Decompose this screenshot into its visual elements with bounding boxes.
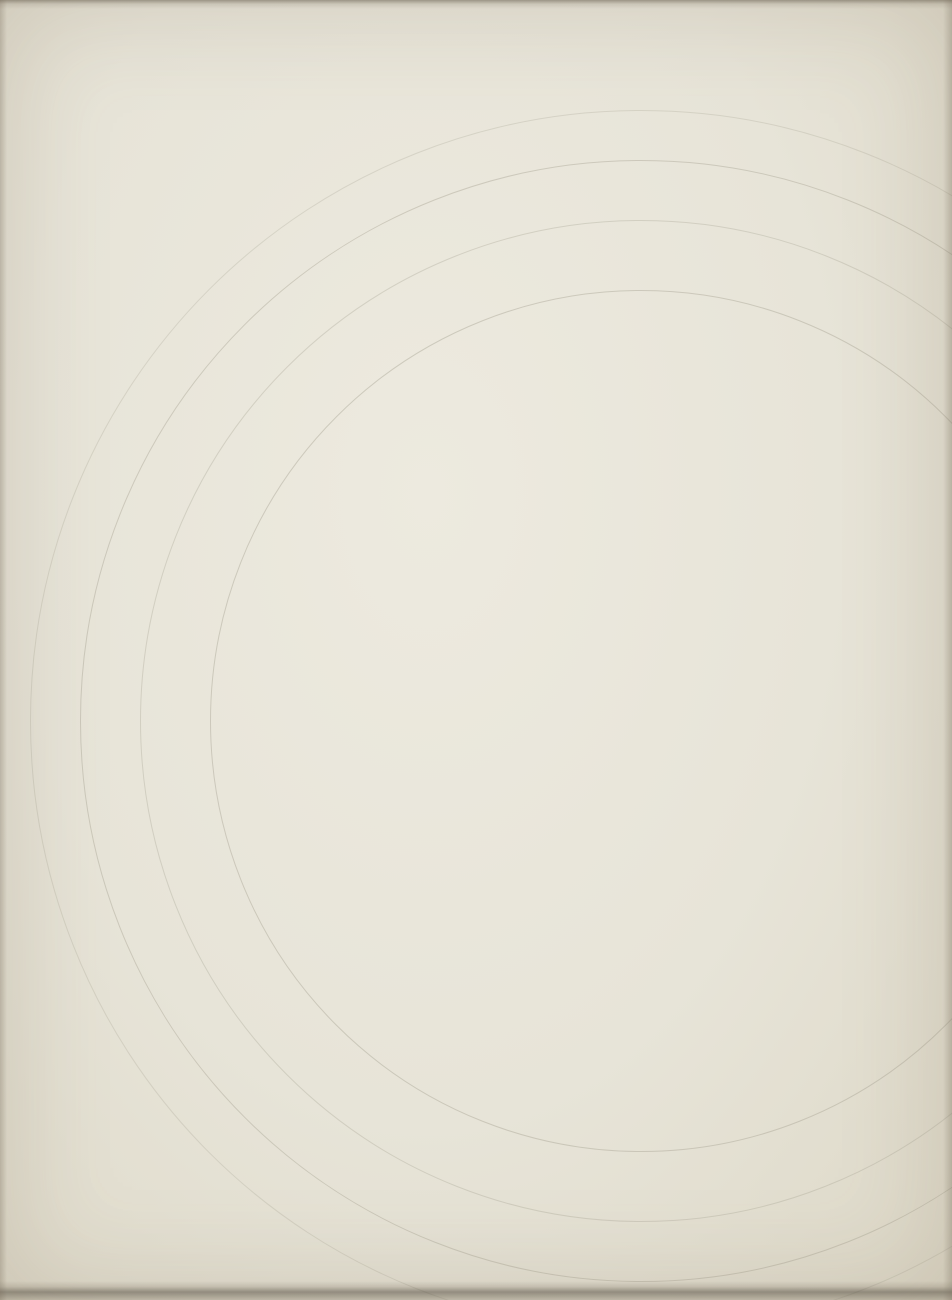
page-edge-right xyxy=(943,0,952,1300)
page-edge-top xyxy=(0,0,952,9)
blind-stamp-ring xyxy=(210,290,952,1152)
page-edge-left xyxy=(0,0,7,1300)
page-edge-bottom xyxy=(0,1281,952,1300)
blind-stamp-ring xyxy=(30,110,952,1300)
blind-stamp-ring xyxy=(140,220,952,1222)
blind-stamp-ring xyxy=(80,160,952,1282)
